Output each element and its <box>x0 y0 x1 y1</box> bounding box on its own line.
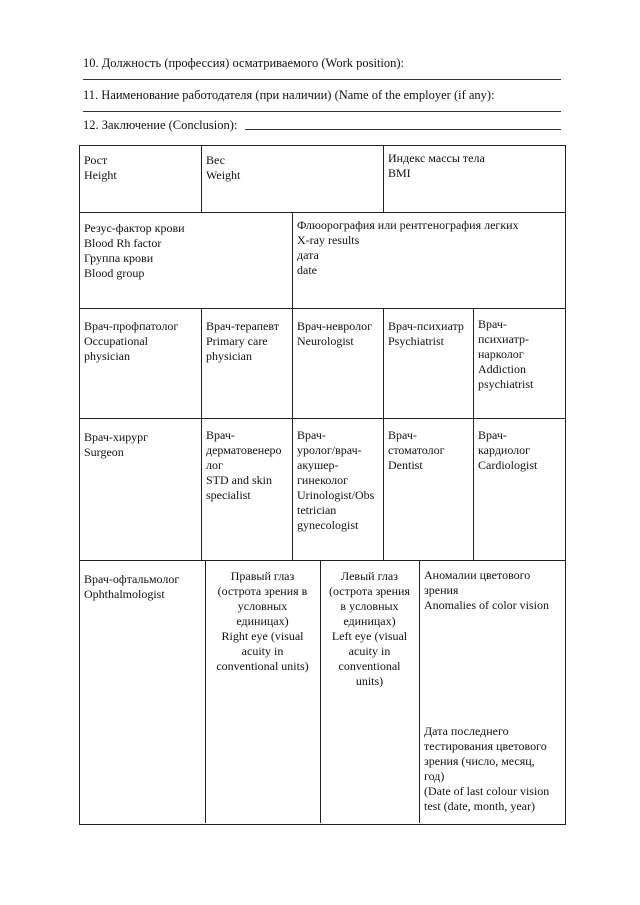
cell-line: psychiatrist <box>478 377 534 391</box>
cell-height-ru: Рост <box>84 153 108 167</box>
cell-line: кардиолог <box>478 443 531 457</box>
cell-line: зрения (число, месяц, <box>424 754 535 768</box>
cell-line: conventional units) <box>216 659 309 673</box>
cell-line: physician <box>206 349 252 363</box>
cell-line: specialist <box>206 488 251 502</box>
conclusion-label: 12. Заключение (Conclusion): <box>83 118 238 132</box>
cell-line: Врач-психиатр <box>388 319 464 333</box>
cell-xray-line: дата <box>297 248 319 262</box>
col-divider <box>201 145 202 212</box>
cell-line: Врач- <box>388 428 417 442</box>
cell-line: Anomalies of color vision <box>424 598 549 612</box>
cell-therapist[interactable] <box>206 319 290 364</box>
cell-bmi-en: BMI <box>388 166 411 180</box>
cell-line: Cardiologist <box>478 458 538 472</box>
col-divider <box>419 560 420 823</box>
col-divider <box>383 308 384 560</box>
cell-line: (острота зрения в <box>217 584 308 598</box>
cell-line: units) <box>355 674 384 688</box>
cell-line: акушер- <box>297 458 339 472</box>
cell-dermato[interactable] <box>206 428 290 503</box>
col-divider <box>383 145 384 212</box>
cell-ophthalmologist[interactable] <box>84 572 202 602</box>
cell-line: Left eye (visual <box>331 629 408 643</box>
cell-cardiologist[interactable] <box>478 428 562 473</box>
col-divider <box>292 308 293 560</box>
cell-blood[interactable] <box>84 221 289 281</box>
cell-addiction[interactable] <box>478 317 562 392</box>
cell-line: в условных <box>340 599 399 613</box>
cell-line: гинеколог <box>297 473 349 487</box>
row-divider <box>79 308 565 309</box>
cell-xray-line: date <box>297 263 317 277</box>
cell-line: Dentist <box>388 458 423 472</box>
cell-line: tetrician <box>297 503 337 517</box>
cell-line: gynecologist <box>297 518 359 532</box>
cell-line: Врач-офтальмолог <box>84 572 180 586</box>
cell-xray-line: Флюорография или рентгенография легких <box>297 218 519 232</box>
cell-line: Addiction <box>478 362 526 376</box>
cell-line: acuity in <box>348 644 391 658</box>
cell-blood-line: Группа крови <box>84 251 154 265</box>
cell-line: Врач-профпатолог <box>84 319 179 333</box>
cell-line: нарколог <box>478 347 524 361</box>
cell-line: test (date, month, year) <box>424 799 535 813</box>
cell-line: Primary care <box>206 334 268 348</box>
cell-line: Врач- <box>478 317 507 331</box>
cell-line: physician <box>84 349 130 363</box>
work-position-line[interactable] <box>83 79 561 80</box>
employer-name-line[interactable] <box>83 111 561 112</box>
col-divider <box>201 308 202 560</box>
cell-line: Urinologist/Obs <box>297 488 375 502</box>
cell-line: Врач-терапевт <box>206 319 279 333</box>
cell-dentist[interactable] <box>388 428 472 473</box>
cell-surgeon[interactable] <box>84 430 198 460</box>
row-divider <box>79 212 565 213</box>
cell-height-en: Height <box>84 168 117 182</box>
cell-line: Правый глаз <box>230 569 295 583</box>
employer-name-label: 11. Наименование работодателя (при наличии) (Name of the employer (if any): <box>83 88 495 102</box>
cell-xray-line: X-ray results <box>297 233 360 247</box>
cell-height[interactable] <box>84 153 198 183</box>
work-position-label: 10. Должность (профессия) осматриваемого (Work position): <box>83 56 405 70</box>
conclusion-line[interactable] <box>245 129 561 130</box>
cell-line: психиатр- <box>478 332 529 346</box>
cell-line: единицах) <box>343 614 396 628</box>
cell-line: Аномалии цветового <box>424 568 531 582</box>
cell-line: стоматолог <box>388 443 445 457</box>
cell-color-test-date[interactable] <box>424 724 564 814</box>
cell-bmi[interactable] <box>388 151 562 181</box>
cell-line: тестирования цветового <box>424 739 547 753</box>
row-divider <box>79 560 565 561</box>
cell-line: Surgeon <box>84 445 124 459</box>
cell-line: (острота зрения <box>329 584 410 598</box>
cell-line: Врач- <box>478 428 507 442</box>
cell-line: зрения <box>424 583 459 597</box>
cell-line: Врач- <box>297 428 326 442</box>
cell-line: дерматовенеро <box>206 443 282 457</box>
cell-line: лог <box>206 458 223 472</box>
cell-line: уролог/врач- <box>297 443 362 457</box>
cell-line: acuity in <box>241 644 284 658</box>
cell-left-eye[interactable] <box>321 569 418 689</box>
col-divider <box>292 212 293 308</box>
cell-line: Дата последнего <box>424 724 509 738</box>
cell-line: единицах) <box>236 614 289 628</box>
cell-line: Psychiatrist <box>388 334 444 348</box>
cell-line: STD and skin <box>206 473 272 487</box>
cell-line: Левый глаз <box>341 569 398 583</box>
cell-line: Врач-невролог <box>297 319 373 333</box>
cell-line: год) <box>424 769 445 783</box>
cell-line: (Date of last colour vision <box>424 784 550 798</box>
cell-line: Right eye (visual <box>221 629 304 643</box>
cell-right-eye[interactable] <box>206 569 319 674</box>
cell-neurologist[interactable] <box>297 319 381 349</box>
cell-line: Occupational <box>84 334 148 348</box>
cell-occupational[interactable] <box>84 319 198 364</box>
cell-blood-line: Blood group <box>84 266 145 280</box>
cell-blood-line: Резус-фактор крови <box>84 221 185 235</box>
cell-weight-en: Weight <box>206 168 241 182</box>
cell-line: Врач-хирург <box>84 430 149 444</box>
cell-line: Врач- <box>206 428 235 442</box>
cell-bmi-ru: Индекс массы тела <box>388 151 485 165</box>
cell-weight[interactable] <box>206 153 380 183</box>
cell-line: Ophthalmologist <box>84 587 165 601</box>
cell-urologist[interactable] <box>297 428 383 533</box>
cell-line: conventional <box>338 659 401 673</box>
cell-color-anomalies[interactable] <box>424 568 564 613</box>
cell-psychiatrist[interactable] <box>388 319 472 349</box>
cell-xray[interactable] <box>297 218 561 278</box>
cell-weight-ru: Вес <box>206 153 225 167</box>
cell-line: Neurologist <box>297 334 354 348</box>
col-divider <box>473 308 474 560</box>
row-divider <box>79 418 565 419</box>
cell-line: условных <box>237 599 288 613</box>
cell-blood-line: Blood Rh factor <box>84 236 162 250</box>
